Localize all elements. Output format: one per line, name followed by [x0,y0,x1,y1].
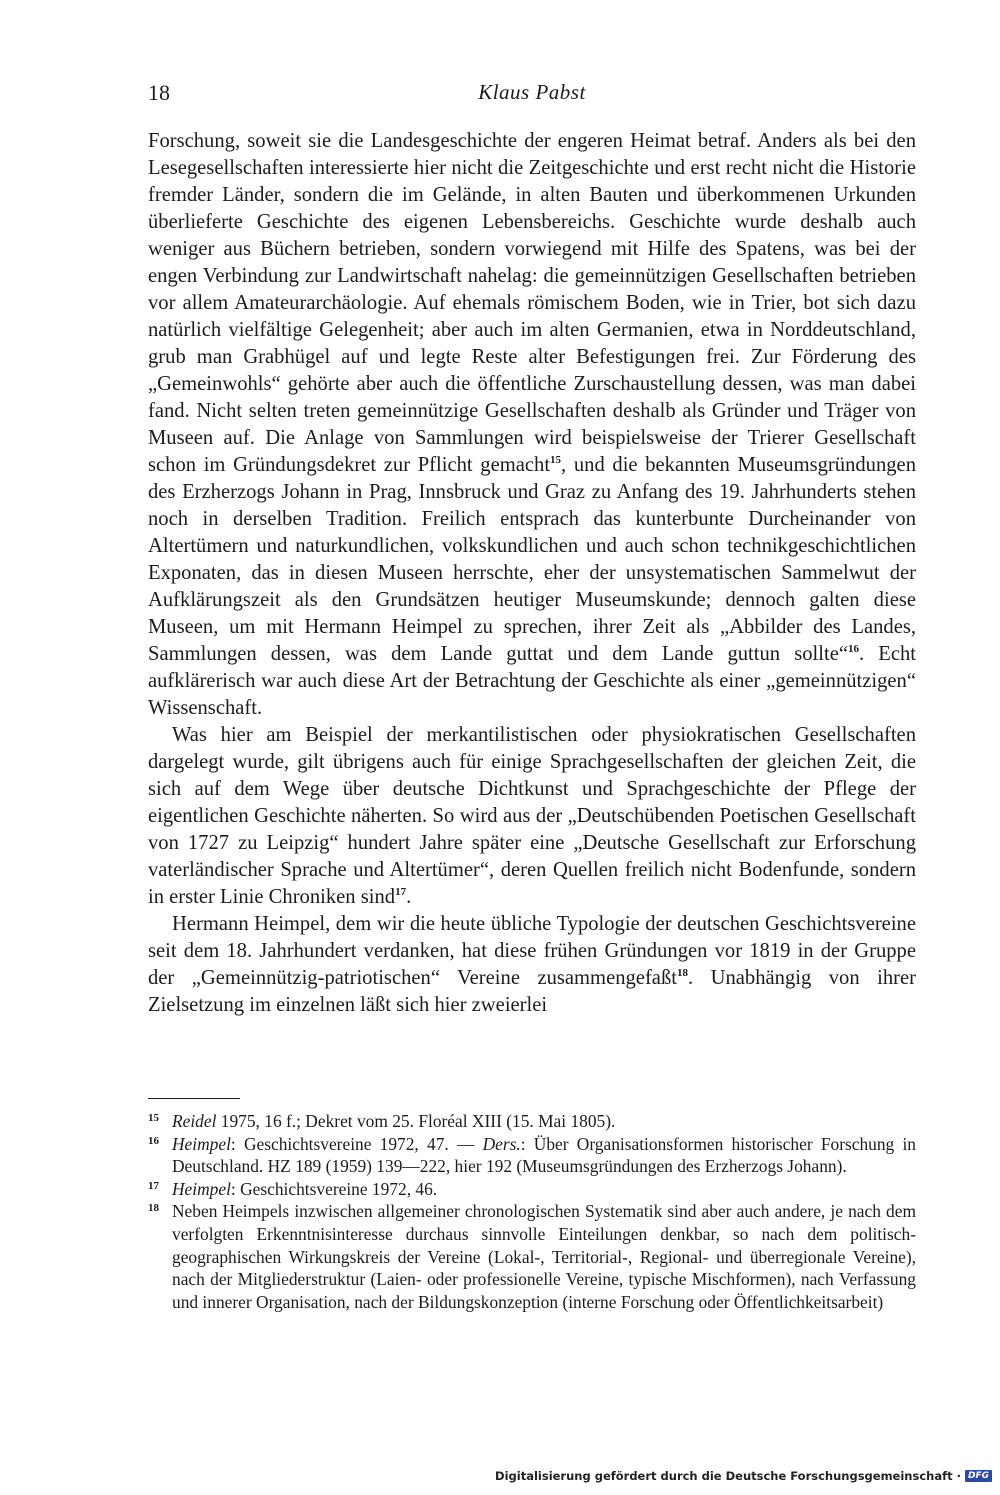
footnote-16 [148,1133,916,1178]
paragraph-1-text-b: , und die bekannten Museumsgründungen des Erzherzogs Johann in Prag, Innsbruck und Graz zu Anfang des 19. Jahrhunderts stehen noch in derselben Tradition. Freilich entsprach das kunterbunte Durcheinander von Altertümern und naturkundlichen, volkskundlichen und auch schon technikgeschichtlichen Exponaten, das in diesen Museen herrschte, eher der unsystematischen Sammelwut der Aufklärungszeit als den Grundsätzen heutiger Museumskunde; dennoch galten diese Museen, um mit Hermann Heimpel zu sprechen, ihrer Zeit als „Abbilder des Landes, Sammlungen dessen, was dem Lande guttat und dem Lande guttun sollte“ [148,454,916,665]
paragraph-2 [148,722,916,911]
page-header [148,80,916,112]
footnote-text: 1975, 16 f.; Dekret vom 25. Floréal XIII (15. Mai 1805). [216,1111,616,1131]
footnote-author: Heimpel [172,1133,231,1154]
paragraph-3 [148,911,916,1019]
footnote-number: 17 [148,1179,159,1192]
footnote-ref-18: 18 [676,967,688,979]
footnote-15 [148,1110,916,1133]
body-text [148,128,916,1019]
footnote-ref-16: 16 [847,643,859,655]
page-number: 18 [148,80,170,105]
paragraph-3-text-b: . Unabhängig von ihrer Zielsetzung im einzelnen läßt sich hier zweierlei [148,967,916,1016]
footnote-number: 18 [148,1202,159,1215]
paragraph-2-text-b: . [406,886,412,908]
paragraph-1 [148,128,916,722]
running-head: Klaus Pabst [478,80,586,104]
footnote-ders: Ders. [482,1133,521,1154]
credit-text: Digitalisierung gefördert durch die Deutsche Forschungsgemeinschaft · [495,1469,961,1483]
footnote-divider [148,1098,240,1099]
footnote-text: : Geschichtsvereine 1972, 46. [230,1178,438,1199]
footnote-text: Neben Heimpels inzwischen allgemeiner chronologischen Systematik sind aber auch andere, je nach dem verfolgten Erkenntnisinteresse durchaus sinnvolle Einteilungen denkbar, so nach dem politisch-geographischen Wirkungskreis der Vereine (Lokal-, Territorial-, Regional- und überregionale Vereine), nach der Mitgliederstruktur (Laien- oder professionelle Vereine, typische Mischformen), nach Verfassung und innerer Organisation, nach der Bildungskonzeption (interne Forschung oder Öffentlichkeitsarbeit) [172,1201,916,1312]
paragraph-1-text-c: . Echt aufklärerisch war auch diese Art der Betrachtung der Geschichte als einer „gemeinnützigen“ Wissenschaft. [148,643,916,719]
footnote-ref-15: 15 [550,454,562,466]
footnote-text: : Geschichtsvereine 1972, 47. — [230,1133,483,1154]
footnote-number: 15 [148,1112,159,1124]
dfg-logo-icon: DFG [965,1470,992,1482]
paragraph-2-text-a: Was hier am Beispiel der merkantilistischen oder physiokratischen Gesellschaften dargelegt wurde, gilt übrigens auch für einige Sprachgesellschaften der gleichen Zeit, die sich auf dem Wege über deutsche Dichtkunst und Sprachgeschichte der Pflege der eigentlichen Geschichte näherten. So wird aus der „Deutschübenden Poetischen Gesellschaft von 1727 zu Leipzig“ hundert Jahre später eine „Deutsche Gesellschaft zur Erforschung vaterländischer Sprache und Altertümer“, deren Quellen freilich nicht Bodenfunde, sondern in erster Linie Chroniken sind [148,724,916,908]
footnote-ref-17: 17 [395,886,407,898]
footnote-18 [148,1200,916,1313]
footnote-author: Heimpel [172,1178,231,1199]
footnote-17 [148,1178,916,1201]
paragraph-3-text-a: Hermann Heimpel, dem wir die heute übliche Typologie der deutschen Geschichtsvereine seit dem 18. Jahrhundert verdanken, hat diese frühen Gründungen vor 1819 in der Gruppe der „Gemeinnützig-patriotischen“ Vereine zusammengefaßt [148,913,916,989]
footnotes [148,1110,916,1313]
footnote-number: 16 [148,1134,159,1147]
footnote-text-2: : Über Organisationsformen historischer Forschung in Deutschland. HZ 189 (1959) 139—222, hier 192 (Museumsgründungen des Erzherzogs Johann). [172,1133,916,1177]
digitization-credit [495,1469,992,1483]
footnote-author: Reidel [172,1111,217,1131]
paragraph-1-text-a: Forschung, soweit sie die Landesgeschichte der engeren Heimat betraf. Anders als bei den Lesegesellschaften interessierte hier nicht die Zeitgeschichte und erst recht nicht die Historie fremder Länder, sondern die im Gelände, in alten Bauten und überkommenen Urkunden überlieferte Geschichte des eigenen Lebensbereichs. Geschichte wurde deshalb auch weniger aus Büchern betrieben, sondern vorwiegend mit Hilfe des Spatens, was bei der engen Verbindung zur Landwirtschaft nahelag: die gemeinnützigen Gesellschaften betrieben vor allem Amateurarchäologie. Auf ehemals römischem Boden, wie in Trier, bot sich dazu natürlich vielfältige Gelegenheit; aber auch im alten Germanien, etwa in Norddeutschland, grub man Grabhügel auf und legte Reste alter Befestigungen frei. Zur Förderung des „Gemeinwohls“ gehörte aber auch die öffentliche Zurschaustellung dessen, was man dabei fand. Nicht selten treten gemeinnützige Gesellschaften deshalb als Gründer und Träger von Museen auf. Die Anlage von Sammlungen wird beispielsweise der Trierer Gesellschaft schon im Gründungsdekret zur Pflicht gemacht [148,130,916,476]
